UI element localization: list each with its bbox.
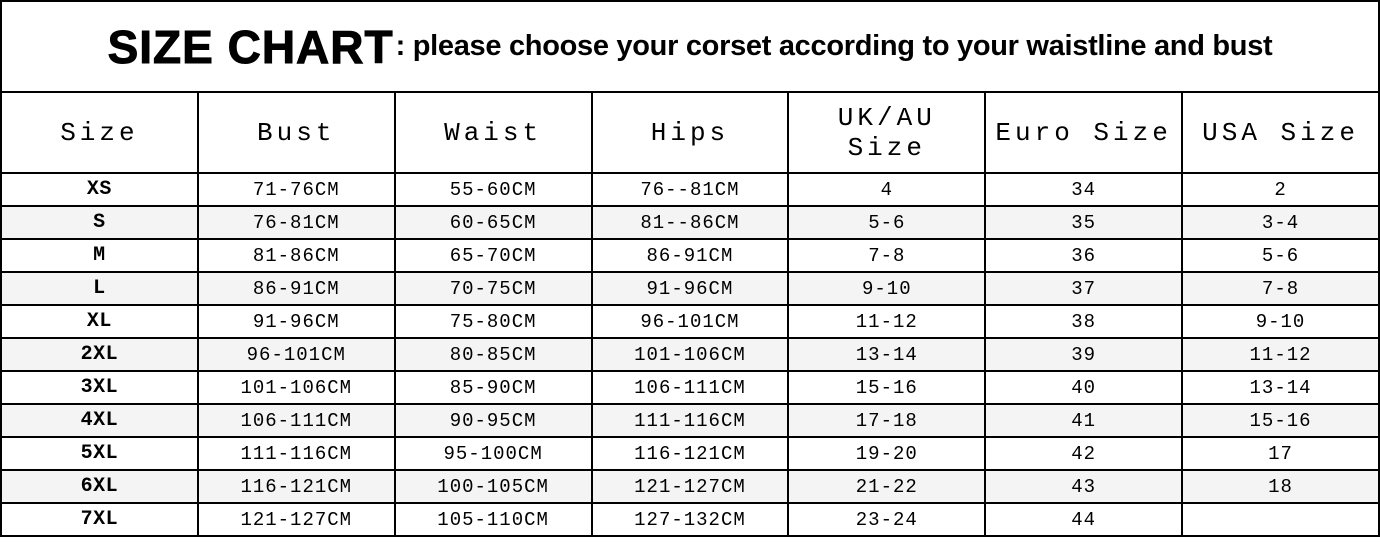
measurement-cell: 96-101CM	[592, 305, 789, 338]
measurement-cell: 13-14	[788, 338, 985, 371]
measurement-cell: 34	[985, 173, 1182, 206]
measurement-cell: 19-20	[788, 437, 985, 470]
measurement-cell: 127-132CM	[592, 503, 789, 536]
measurement-cell: 35	[985, 206, 1182, 239]
table-row	[1, 305, 1379, 338]
measurement-cell: 39	[985, 338, 1182, 371]
size-label-cell: L	[1, 272, 198, 305]
size-label-cell: 6XL	[1, 470, 198, 503]
column-header-usa: USA Size	[1182, 92, 1379, 173]
column-header-waist: Waist	[395, 92, 592, 173]
measurement-cell: 85-90CM	[395, 371, 592, 404]
measurement-cell: 37	[985, 272, 1182, 305]
table-row	[1, 173, 1379, 206]
measurement-cell: 13-14	[1182, 371, 1379, 404]
table-row	[1, 239, 1379, 272]
table-row	[1, 404, 1379, 437]
table-row	[1, 503, 1379, 536]
measurement-cell: 96-101CM	[198, 338, 395, 371]
column-header-ukau: UK/AU Size	[788, 92, 985, 173]
measurement-cell: 3-4	[1182, 206, 1379, 239]
table-body	[1, 173, 1379, 536]
measurement-cell: 121-127CM	[198, 503, 395, 536]
measurement-cell: 75-80CM	[395, 305, 592, 338]
measurement-cell: 100-105CM	[395, 470, 592, 503]
measurement-cell: 40	[985, 371, 1182, 404]
table-header	[1, 92, 1379, 173]
chart-title	[0, 0, 1380, 91]
table-row	[1, 272, 1379, 305]
measurement-cell: 7-8	[1182, 272, 1379, 305]
measurement-cell: 23-24	[788, 503, 985, 536]
measurement-cell: 2	[1182, 173, 1379, 206]
measurement-cell: 81--86CM	[592, 206, 789, 239]
measurement-cell: 90-95CM	[395, 404, 592, 437]
column-header-bust: Bust	[198, 92, 395, 173]
measurement-cell: 60-65CM	[395, 206, 592, 239]
measurement-cell: 71-76CM	[198, 173, 395, 206]
measurement-cell: 80-85CM	[395, 338, 592, 371]
measurement-cell: 17-18	[788, 404, 985, 437]
chart-title-main: SIZE CHART	[107, 20, 394, 73]
column-header-hips: Hips	[592, 92, 789, 173]
measurement-cell: 11-12	[788, 305, 985, 338]
table-row	[1, 338, 1379, 371]
measurement-cell: 41	[985, 404, 1182, 437]
measurement-cell: 121-127CM	[592, 470, 789, 503]
measurement-cell: 65-70CM	[395, 239, 592, 272]
measurement-cell: 101-106CM	[592, 338, 789, 371]
column-header-euro: Euro Size	[985, 92, 1182, 173]
measurement-cell: 111-116CM	[592, 404, 789, 437]
measurement-cell: 116-121CM	[198, 470, 395, 503]
measurement-cell: 42	[985, 437, 1182, 470]
measurement-cell: 76--81CM	[592, 173, 789, 206]
measurement-cell: 101-106CM	[198, 371, 395, 404]
measurement-cell: 105-110CM	[395, 503, 592, 536]
measurement-cell: 18	[1182, 470, 1379, 503]
measurement-cell: 44	[985, 503, 1182, 536]
measurement-cell	[1182, 503, 1379, 536]
table-row	[1, 470, 1379, 503]
measurement-cell: 81-86CM	[198, 239, 395, 272]
measurement-cell: 11-12	[1182, 338, 1379, 371]
chart-title-subtitle: : please choose your corset according to your waistline and bust	[395, 30, 1273, 62]
table-row	[1, 437, 1379, 470]
measurement-cell: 76-81CM	[198, 206, 395, 239]
measurement-cell: 17	[1182, 437, 1379, 470]
measurement-cell: 55-60CM	[395, 173, 592, 206]
measurement-cell: 91-96CM	[592, 272, 789, 305]
size-label-cell: 7XL	[1, 503, 198, 536]
measurement-cell: 86-91CM	[198, 272, 395, 305]
measurement-cell: 111-116CM	[198, 437, 395, 470]
table-row	[1, 206, 1379, 239]
size-label-cell: S	[1, 206, 198, 239]
table-header-row	[1, 92, 1379, 173]
measurement-cell: 4	[788, 173, 985, 206]
measurement-cell: 95-100CM	[395, 437, 592, 470]
size-label-cell: 2XL	[1, 338, 198, 371]
measurement-cell: 15-16	[1182, 404, 1379, 437]
size-label-cell: XS	[1, 173, 198, 206]
measurement-cell: 21-22	[788, 470, 985, 503]
measurement-cell: 5-6	[1182, 239, 1379, 272]
size-label-cell: M	[1, 239, 198, 272]
measurement-cell: 5-6	[788, 206, 985, 239]
measurement-cell: 43	[985, 470, 1182, 503]
measurement-cell: 91-96CM	[198, 305, 395, 338]
measurement-cell: 15-16	[788, 371, 985, 404]
measurement-cell: 9-10	[1182, 305, 1379, 338]
measurement-cell: 106-111CM	[592, 371, 789, 404]
size-label-cell: XL	[1, 305, 198, 338]
measurement-cell: 106-111CM	[198, 404, 395, 437]
size-label-cell: 3XL	[1, 371, 198, 404]
measurement-cell: 7-8	[788, 239, 985, 272]
measurement-cell: 9-10	[788, 272, 985, 305]
size-label-cell: 5XL	[1, 437, 198, 470]
column-header-size: Size	[1, 92, 198, 173]
measurement-cell: 70-75CM	[395, 272, 592, 305]
table-row	[1, 371, 1379, 404]
measurement-cell: 38	[985, 305, 1182, 338]
size-chart-table	[0, 91, 1380, 537]
measurement-cell: 86-91CM	[592, 239, 789, 272]
measurement-cell: 36	[985, 239, 1182, 272]
size-label-cell: 4XL	[1, 404, 198, 437]
measurement-cell: 116-121CM	[592, 437, 789, 470]
